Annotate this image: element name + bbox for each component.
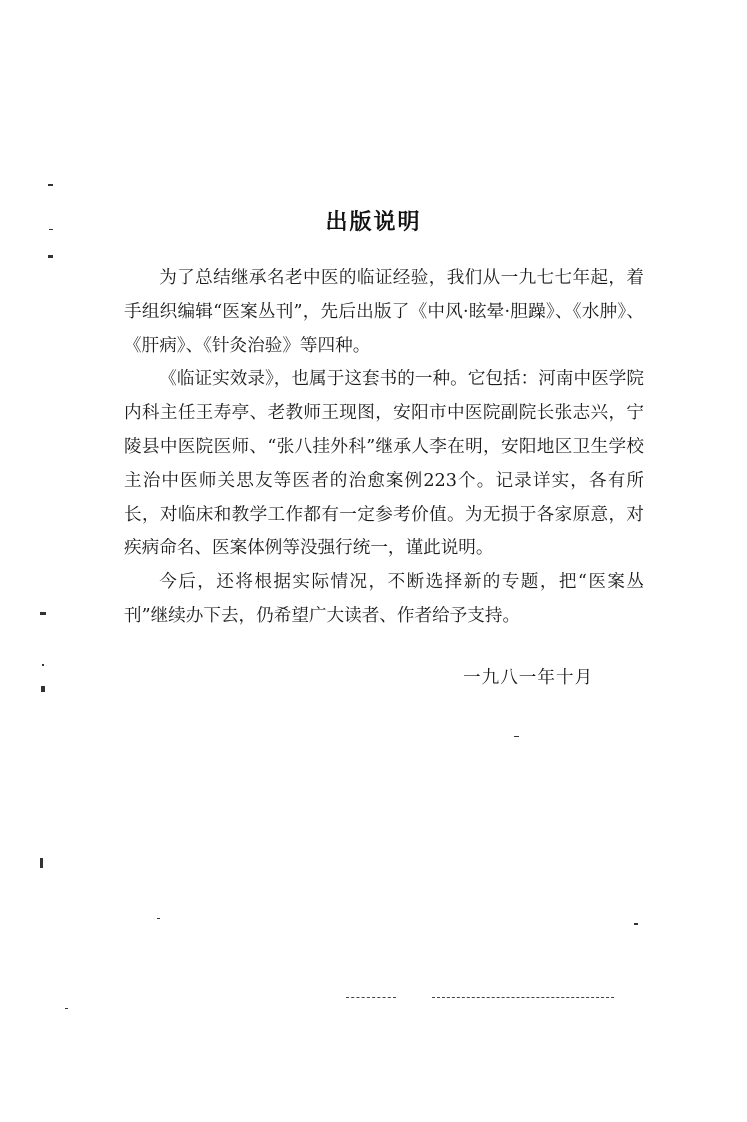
- scan-speck: [48, 184, 53, 186]
- scan-speck: [40, 612, 46, 615]
- scan-speck: [157, 918, 160, 919]
- scan-speck: [40, 858, 43, 868]
- paragraph-1: 为了总结继承名老中医的临证经验，我们从一九七七年起，着手组织编辑“医案丛刊”，先后出版了《中风·眩晕·胆躁》、《水肿》、《肝病》、《针灸治验》等四种。: [124, 268, 644, 356]
- paragraph-3: 今后，还将根据实际情况，不断选择新的专题，把“医案丛刊”继续办下去，仍希望广大读者、作者给予支持。: [124, 572, 644, 626]
- scan-speck: [41, 686, 45, 692]
- scan-dash-line: [432, 997, 614, 999]
- scan-speck: [514, 736, 519, 737]
- scan-speck: [634, 923, 638, 925]
- scan-dash-line: [346, 997, 396, 999]
- body-text: [124, 262, 644, 634]
- scan-speck: [48, 255, 53, 258]
- paragraph-2: 《临证实效录》，也属于这套书的一种。它包括：河南中医学院内科主任王寿亭、老教师王现图，安阳市中医院副院长张志兴，宁陵县中医院医师、“张八挂外科”继承人李在明，安阳地区卫生学校主治中医师关思友等医者的治愈案例223个。记录详实，各有所长，对临床和教学工作都有一定参考价值。为无损于各家原意，对疾病命名、医案体例等没强行统一，谨此说明。: [124, 369, 644, 559]
- scan-speck: [65, 1008, 68, 1009]
- signoff-date: 一九八一年十月: [463, 668, 594, 688]
- page-title: 出版说明: [325, 209, 422, 235]
- scan-speck: [42, 664, 44, 666]
